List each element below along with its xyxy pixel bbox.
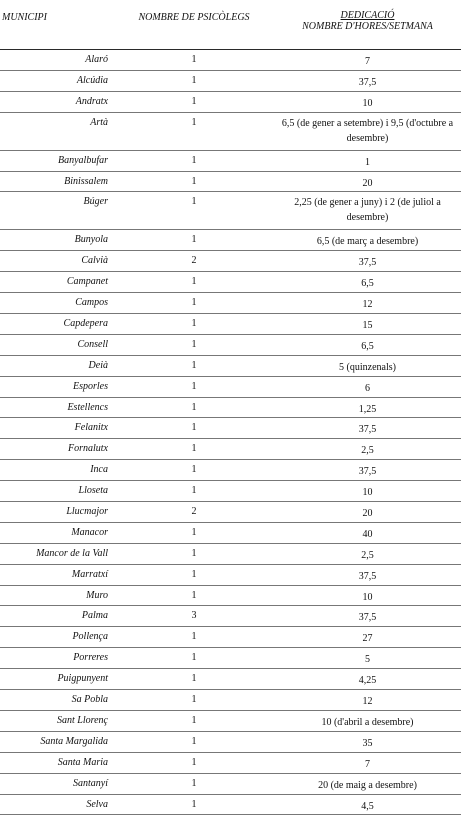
cell-municipi: Puigpunyent: [0, 669, 114, 690]
cell-psicolegs: 1: [114, 230, 274, 251]
cell-municipi: Alaró: [0, 50, 114, 71]
table-row: [0, 230, 461, 251]
header-psicolegs: NOMBRE DE PSICÒLEGS: [114, 0, 274, 50]
cell-dedicacio: 37,5: [274, 606, 461, 627]
header-dedicacio-title: DEDICACIÓ: [340, 10, 395, 21]
table-row: [0, 481, 461, 502]
cell-dedicacio: 20: [274, 502, 461, 523]
cell-psicolegs: 1: [114, 171, 274, 192]
table-row: [0, 731, 461, 752]
cell-psicolegs: 1: [114, 272, 274, 293]
cell-psicolegs: 1: [114, 481, 274, 502]
cell-municipi: Banyalbufar: [0, 150, 114, 171]
cell-municipi: Sant Llorenç: [0, 710, 114, 731]
table-row: [0, 171, 461, 192]
cell-municipi: Lloseta: [0, 481, 114, 502]
cell-psicolegs: 1: [114, 355, 274, 376]
table-row: [0, 50, 461, 71]
cell-municipi: Sa Pobla: [0, 690, 114, 711]
table-row: [0, 112, 461, 150]
cell-municipi: Andratx: [0, 91, 114, 112]
cell-municipi: Bunyola: [0, 230, 114, 251]
cell-municipi: Binissalem: [0, 171, 114, 192]
cell-psicolegs: 1: [114, 669, 274, 690]
cell-municipi: Consell: [0, 334, 114, 355]
table-row: [0, 150, 461, 171]
cell-municipi: Santanyí: [0, 773, 114, 794]
cell-municipi: Muro: [0, 585, 114, 606]
table-row: [0, 192, 461, 230]
cell-dedicacio: 6,5: [274, 272, 461, 293]
header-municipi: MUNICIPI: [0, 0, 114, 50]
cell-municipi: Santa Maria: [0, 752, 114, 773]
cell-dedicacio: 7: [274, 50, 461, 71]
cell-dedicacio: 27: [274, 627, 461, 648]
cell-dedicacio: 6,5 (de març a desembre): [274, 230, 461, 251]
cell-psicolegs: 1: [114, 773, 274, 794]
cell-municipi: Marratxí: [0, 564, 114, 585]
cell-municipi: Fornalutx: [0, 439, 114, 460]
cell-psicolegs: 2: [114, 502, 274, 523]
cell-municipi: Selva: [0, 794, 114, 815]
table-row: [0, 794, 461, 815]
cell-psicolegs: 1: [114, 543, 274, 564]
cell-dedicacio: 10: [274, 91, 461, 112]
cell-municipi: Calvià: [0, 251, 114, 272]
cell-municipi: Porreres: [0, 648, 114, 669]
cell-municipi: Inca: [0, 460, 114, 481]
cell-dedicacio: 12: [274, 293, 461, 314]
cell-psicolegs: 1: [114, 690, 274, 711]
table-row: [0, 543, 461, 564]
table-row: [0, 585, 461, 606]
cell-dedicacio: 1: [274, 150, 461, 171]
table-row: [0, 70, 461, 91]
cell-dedicacio: 10: [274, 481, 461, 502]
cell-psicolegs: 1: [114, 439, 274, 460]
table-row: [0, 752, 461, 773]
cell-municipi: Búger: [0, 192, 114, 230]
cell-psicolegs: 1: [114, 627, 274, 648]
cell-dedicacio: 37,5: [274, 564, 461, 585]
table-row: [0, 334, 461, 355]
cell-dedicacio: 10 (d'abril a desembre): [274, 710, 461, 731]
cell-dedicacio: 2,25 (de gener a juny) i 2 (de juliol a desembre): [274, 192, 461, 230]
cell-psicolegs: 1: [114, 50, 274, 71]
table-row: [0, 606, 461, 627]
cell-dedicacio: 6,5: [274, 334, 461, 355]
cell-dedicacio: 1,25: [274, 397, 461, 418]
cell-psicolegs: 1: [114, 648, 274, 669]
cell-dedicacio: 2,5: [274, 543, 461, 564]
cell-psicolegs: 1: [114, 150, 274, 171]
cell-dedicacio: 6,5 (de gener a setembre) i 9,5 (d'octubre a desembre): [274, 112, 461, 150]
table-row: [0, 293, 461, 314]
cell-psicolegs: 1: [114, 91, 274, 112]
cell-municipi: Manacor: [0, 522, 114, 543]
cell-municipi: Llucmajor: [0, 502, 114, 523]
table-row: [0, 502, 461, 523]
cell-dedicacio: 4,5: [274, 794, 461, 815]
table-row: [0, 439, 461, 460]
cell-psicolegs: 1: [114, 112, 274, 150]
cell-psicolegs: 1: [114, 564, 274, 585]
cell-psicolegs: 1: [114, 314, 274, 335]
cell-municipi: Campos: [0, 293, 114, 314]
cell-psicolegs: 1: [114, 522, 274, 543]
cell-psicolegs: 1: [114, 192, 274, 230]
cell-dedicacio: 20: [274, 171, 461, 192]
cell-dedicacio: 37,5: [274, 460, 461, 481]
table-row: [0, 710, 461, 731]
cell-dedicacio: 6: [274, 376, 461, 397]
table-row: [0, 91, 461, 112]
table-row: [0, 314, 461, 335]
table-row: [0, 272, 461, 293]
table-row: [0, 355, 461, 376]
cell-psicolegs: 1: [114, 293, 274, 314]
table-row: [0, 376, 461, 397]
table-row: [0, 522, 461, 543]
cell-dedicacio: 5: [274, 648, 461, 669]
cell-municipi: Estellencs: [0, 397, 114, 418]
cell-psicolegs: 1: [114, 397, 274, 418]
cell-dedicacio: 7: [274, 752, 461, 773]
table-row: [0, 251, 461, 272]
table-row: [0, 669, 461, 690]
cell-municipi: Alcúdia: [0, 70, 114, 91]
cell-dedicacio: 4,25: [274, 669, 461, 690]
table-row: [0, 773, 461, 794]
cell-municipi: Capdepera: [0, 314, 114, 335]
cell-psicolegs: 2: [114, 251, 274, 272]
cell-dedicacio: 12: [274, 690, 461, 711]
cell-psicolegs: 1: [114, 752, 274, 773]
table-row: [0, 418, 461, 439]
cell-psicolegs: 1: [114, 418, 274, 439]
cell-psicolegs: 1: [114, 731, 274, 752]
cell-psicolegs: 1: [114, 794, 274, 815]
cell-dedicacio: 10: [274, 585, 461, 606]
cell-municipi: Mancor de la Vall: [0, 543, 114, 564]
header-dedicacio: [274, 0, 461, 50]
cell-psicolegs: 1: [114, 460, 274, 481]
cell-municipi: Felanitx: [0, 418, 114, 439]
cell-dedicacio: 2,5: [274, 439, 461, 460]
cell-municipi: Artà: [0, 112, 114, 150]
cell-psicolegs: 3: [114, 606, 274, 627]
cell-dedicacio: 20 (de maig a desembre): [274, 773, 461, 794]
cell-psicolegs: 1: [114, 70, 274, 91]
cell-dedicacio: 37,5: [274, 418, 461, 439]
cell-dedicacio: 37,5: [274, 251, 461, 272]
table-row: [0, 397, 461, 418]
cell-psicolegs: 1: [114, 334, 274, 355]
table-row: [0, 690, 461, 711]
table-header: [0, 0, 461, 50]
cell-dedicacio: 15: [274, 314, 461, 335]
cell-psicolegs: 1: [114, 710, 274, 731]
table-body: [0, 50, 461, 815]
cell-dedicacio: 5 (quinzenals): [274, 355, 461, 376]
header-dedicacio-subtitle: NOMBRE D'HORES/SETMANA: [302, 21, 433, 32]
table-row: [0, 648, 461, 669]
cell-dedicacio: 35: [274, 731, 461, 752]
cell-municipi: Deià: [0, 355, 114, 376]
table-row: [0, 564, 461, 585]
cell-municipi: Santa Margalida: [0, 731, 114, 752]
cell-dedicacio: 37,5: [274, 70, 461, 91]
cell-psicolegs: 1: [114, 585, 274, 606]
cell-psicolegs: 1: [114, 376, 274, 397]
cell-municipi: Palma: [0, 606, 114, 627]
cell-municipi: Esporles: [0, 376, 114, 397]
cell-dedicacio: 40: [274, 522, 461, 543]
table-row: [0, 460, 461, 481]
table-row: [0, 627, 461, 648]
cell-municipi: Pollença: [0, 627, 114, 648]
cell-municipi: Campanet: [0, 272, 114, 293]
